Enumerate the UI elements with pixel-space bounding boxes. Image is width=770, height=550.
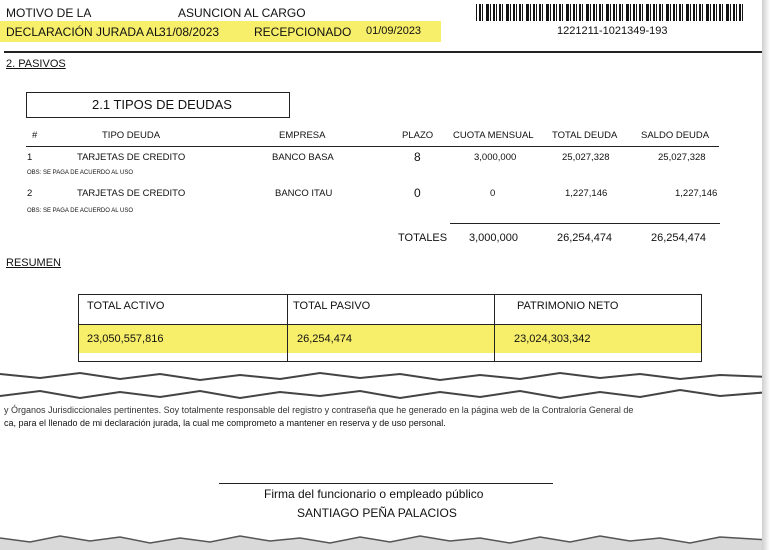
totals-divider [450, 223, 720, 224]
row-2-plazo: 0 [414, 186, 421, 200]
col-header-plazo: PLAZO [402, 130, 434, 141]
legal-text-line: y Órganos Jurisdiccionales pertinentes. Soy totalmente responsable del registro y contraseña que he generado en la página web de la Contraloría General de [4, 405, 634, 415]
declaracion-label: DECLARACIÓN JURADA AL [6, 25, 161, 39]
recepcionado-date: 01/09/2023 [366, 25, 422, 37]
signature-line [219, 483, 553, 484]
totales-total: 26,254,474 [557, 232, 613, 244]
resumen-header-activo: TOTAL ACTIVO [87, 300, 165, 312]
col-header-empresa: EMPRESA [279, 130, 326, 141]
row-1-cuota: 3,000,000 [474, 152, 517, 163]
motivo-label: MOTIVO DE LA [6, 6, 92, 20]
row-2-saldo: 1,227,146 [675, 188, 718, 199]
resumen-title: RESUMEN [6, 257, 62, 269]
totales-saldo: 26,254,474 [651, 232, 707, 244]
col-header-num: # [32, 130, 38, 141]
row-2-tipo: TARJETAS DE CREDITO [77, 188, 186, 199]
header-divider [4, 51, 764, 53]
row-1-empresa: BANCO BASA [272, 152, 334, 163]
firma-name: SANTIAGO PEÑA PALACIOS [297, 506, 457, 520]
col-header-cuota: CUOTA MENSUAL [453, 130, 534, 141]
resumen-col-divider [494, 294, 495, 362]
barcode-icon [476, 4, 744, 21]
declaracion-date: 31/08/2023 [159, 25, 220, 39]
col-header-total: TOTAL DEUDA [552, 130, 618, 141]
row-1-total: 25,027,328 [562, 152, 610, 163]
motivo-value: ASUNCION AL CARGO [178, 6, 306, 20]
firma-label: Firma del funcionario o empleado público [264, 487, 484, 501]
barcode-number: 1221211-1021349-193 [557, 25, 668, 37]
resumen-value-pasivo: 26,254,474 [297, 333, 353, 345]
torn-edge [0, 364, 770, 408]
row-1-num: 1 [27, 152, 33, 163]
resumen-header-patrimonio: PATRIMONIO NETO [517, 300, 619, 312]
row-1-tipo: TARJETAS DE CREDITO [77, 152, 186, 163]
row-1-plazo: 8 [414, 150, 421, 164]
row-1-obs: OBS: SE PAGA DE ACUERDO AL USO [27, 170, 134, 176]
page-shadow [762, 0, 770, 550]
row-2-total: 1,227,146 [565, 188, 608, 199]
totales-cuota: 3,000,000 [469, 232, 518, 244]
pasivos-section-title: 2. PASIVOS [6, 58, 66, 70]
recepcionado-label: RECEPCIONADO [254, 25, 352, 39]
legal-text-line: ca, para el llenado de mi declaración jurada, la cual me comprometo a mantener en reserva y de uso personal. [4, 418, 446, 428]
torn-edge [0, 530, 770, 550]
resumen-value-activo: 23,050,557,816 [87, 333, 164, 345]
row-2-cuota: 0 [490, 188, 496, 199]
row-2-num: 2 [27, 188, 33, 199]
resumen-header-pasivo: TOTAL PASIVO [293, 300, 371, 312]
totales-label: TOTALES [398, 232, 448, 244]
tipos-deudas-title: 2.1 TIPOS DE DEUDAS [92, 97, 232, 112]
col-header-saldo: SALDO DEUDA [641, 130, 710, 141]
resumen-col-divider [287, 294, 288, 362]
table-header-divider [26, 146, 719, 147]
row-2-empresa: BANCO ITAU [275, 188, 333, 199]
row-1-saldo: 25,027,328 [658, 152, 706, 163]
resumen-row-divider [78, 324, 702, 325]
resumen-value-patrimonio: 23,024,303,342 [514, 333, 591, 345]
col-header-tipo: TIPO DEUDA [102, 130, 161, 141]
row-2-obs: OBS: SE PAGA DE ACUERDO AL USO [27, 208, 134, 214]
